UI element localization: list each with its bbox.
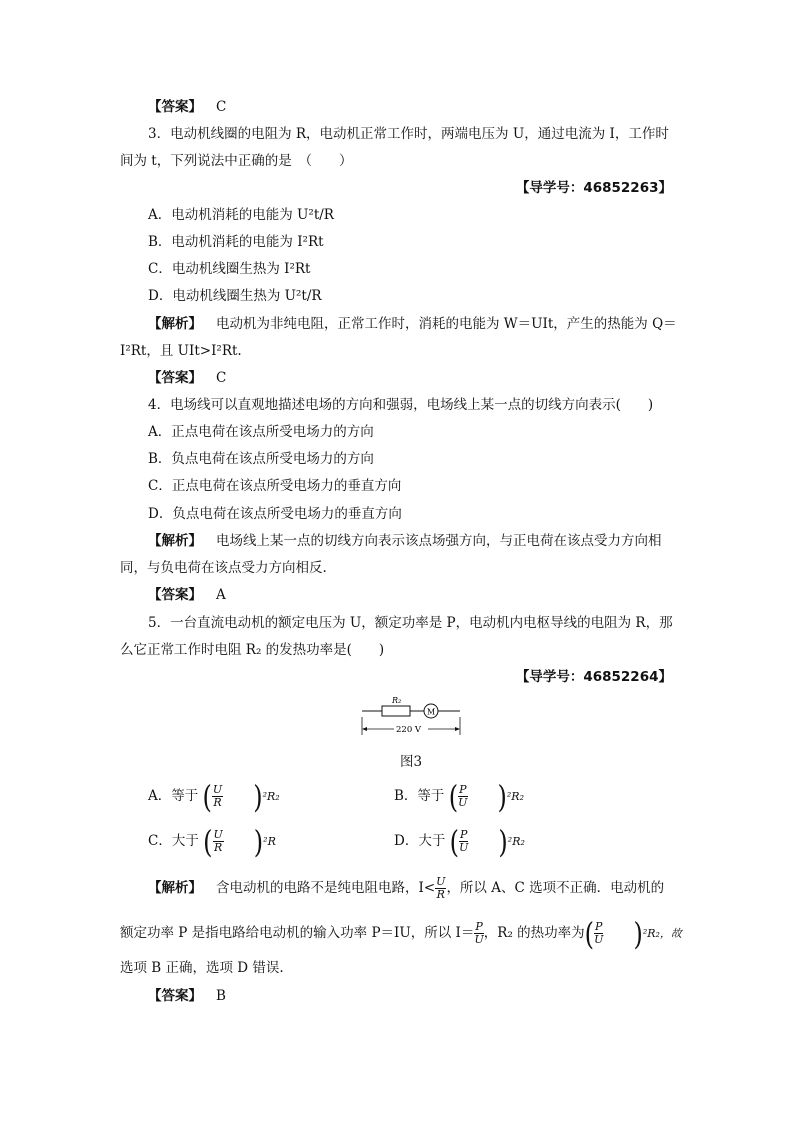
- fraction-numerator: P: [460, 828, 468, 841]
- q5-answer-row: [148, 986, 226, 1006]
- q5-guide-number: 【导学号：46852264】: [515, 669, 672, 685]
- figure-caption: 图3: [400, 754, 423, 770]
- q5-analysis-fraction-1: [435, 876, 446, 901]
- q3-answer-value: C: [216, 370, 227, 386]
- q5-option-b: B．等于 ( $\frac{P}{U}$ )²R₂: [394, 778, 524, 815]
- fraction-numerator: P: [459, 783, 467, 796]
- q4-option-a: A．正点电荷在该点所受电场力的方向: [148, 424, 374, 440]
- q4-analysis-line2: 同，与负电荷在该点受力方向相反.: [120, 560, 327, 576]
- q5-option-a-fraction: [212, 784, 223, 809]
- q3-stem-line1: 3．电动机线圈的电阻为 R，电动机正常工作时，两端电压为 U，通过电流为 I，工作时: [148, 126, 669, 142]
- answer-label: 【答案】: [148, 99, 202, 115]
- q5-stem-line2: 么它正常工作时电阻 R₂ 的发热功率是( ): [120, 642, 385, 658]
- q5-option-d-fraction: [459, 829, 468, 854]
- q5-analysis-text-b: ，所以 A、C 选项不正确．电动机的: [446, 880, 665, 896]
- q4-analysis-text1: 电场线上某一点的切线方向表示该点场强方向，与正电荷在该点受力方向相: [216, 533, 662, 549]
- q5-option-a: A．等于 ( $\frac{U}{R}$ )²R₂: [148, 778, 280, 815]
- arrowhead-right: [455, 727, 460, 731]
- answer-label: 【答案】: [148, 370, 202, 386]
- q4-stem: 4．电场线可以直观地描述电场的方向和强弱，电场线上某一点的切线方向表示( ): [148, 397, 654, 413]
- analysis-label: 【解析】: [148, 880, 202, 896]
- q3-option-d: D．电动机线圈生热为 U²t/R: [148, 288, 322, 304]
- analysis-label: 【解析】: [148, 316, 202, 332]
- q5-answer-value: B: [216, 988, 226, 1004]
- arrowhead-left: [362, 727, 367, 731]
- voltage-label: 220 V: [396, 725, 422, 735]
- fraction-denominator: R: [214, 841, 223, 854]
- resistor-symbol: [382, 706, 410, 716]
- answer-label: 【答案】: [148, 587, 202, 603]
- motor-label: M: [427, 707, 436, 717]
- fraction-denominator: R: [436, 888, 445, 901]
- q5-stem-line1: 5．一台直流电动机的额定电压为 U，额定功率是 P，电动机内电枢导线的电阻为 R，那: [148, 615, 673, 631]
- q5-option-a-prefix: A．等于: [148, 788, 199, 804]
- fraction-numerator: P: [595, 920, 603, 933]
- q5-option-c-suffix: ²R: [263, 835, 276, 848]
- analysis-label: 【解析】: [148, 533, 202, 549]
- q3-option-a: A．电动机消耗的电能为 U²t/R: [148, 207, 334, 223]
- fraction-numerator: U: [436, 875, 446, 888]
- q5-option-a-suffix: ²R₂: [262, 790, 280, 803]
- q5-option-b-suffix: ²R₂: [506, 790, 524, 803]
- q4-option-c: C．正点电荷在该点所受电场力的垂直方向: [148, 478, 402, 494]
- fraction-denominator: U: [594, 933, 604, 946]
- q3-option-c: C．电动机线圈生热为 I²Rt: [148, 261, 311, 277]
- circuit-diagram: [360, 695, 462, 741]
- q5-analysis-text-a: 含电动机的电路不是纯电阻电路，I<: [216, 880, 436, 896]
- q5-analysis-line1: [148, 876, 664, 901]
- q3-analysis-text1: 电动机为非纯电阻，正常工作时，消耗的电能为 W＝UIt，产生的热能为 Q＝: [216, 316, 677, 332]
- q5-option-c: C．大于 ( $\frac{U}{R}$ )²R: [148, 823, 276, 860]
- answer-row-prev: [148, 97, 226, 117]
- q5-option-b-fraction: [458, 784, 467, 809]
- fraction-denominator: R: [213, 796, 222, 809]
- q4-answer-value: A: [216, 587, 226, 603]
- q4-analysis-line1: [148, 531, 662, 551]
- q5-analysis-text-d: ，R₂ 的热功率为: [483, 925, 585, 941]
- q3-analysis-line2: I²Rt，且 UIt>I²Rt.: [120, 343, 242, 359]
- fraction-numerator: P: [475, 920, 483, 933]
- q5-analysis-text-c: 额定功率 P 是指电路给电动机的输入功率 P＝IU，所以 I＝: [120, 925, 475, 941]
- q5-option-d: D．大于 ( $\frac{P}{U}$ )²R₂: [394, 823, 525, 860]
- q5-analysis-line3: 选项 B 正确，选项 D 错误.: [120, 960, 284, 976]
- fraction-numerator: U: [213, 828, 223, 841]
- fraction-denominator: U: [459, 841, 469, 854]
- q4-answer-row: [148, 585, 226, 605]
- q3-analysis-line1: [148, 314, 677, 334]
- fraction-denominator: U: [474, 933, 484, 946]
- q4-option-d: D．负点电荷在该点所受电场力的垂直方向: [148, 506, 402, 522]
- q5-analysis-fraction-2: [474, 921, 483, 946]
- q5-analysis-fraction-3: [594, 921, 603, 946]
- resistor-label: R₂: [392, 696, 402, 705]
- q5-analysis-text-e: ²R₂，故: [642, 927, 682, 940]
- q5-option-c-fraction: [213, 829, 224, 854]
- q3-stem-line2: 间为 t，下列说法中正确的是 （ ）: [120, 153, 353, 169]
- answer-label: 【答案】: [148, 988, 202, 1004]
- q5-analysis-line2: 额定功率 P 是指电路给电动机的输入功率 P＝IU，所以 I＝ $\frac{P}{U}$ ，R₂ 的热功率为( $\frac{P}{U}$ )²R₂，故: [120, 915, 682, 952]
- q5-option-d-suffix: ²R₂: [507, 835, 525, 848]
- q3-answer-row: [148, 368, 226, 388]
- fraction-numerator: U: [212, 783, 223, 796]
- q5-option-d-prefix: D．大于: [394, 833, 446, 849]
- q5-option-b-prefix: B．等于: [394, 788, 445, 804]
- q4-option-b: B．负点电荷在该点所受电场力的方向: [148, 451, 374, 467]
- q3-option-b: B．电动机消耗的电能为 I²Rt: [148, 234, 324, 250]
- fraction-denominator: U: [458, 796, 468, 809]
- answer-value: C: [216, 99, 227, 115]
- q5-option-c-prefix: C．大于: [148, 833, 199, 849]
- q3-guide-number: 【导学号：46852263】: [515, 180, 672, 196]
